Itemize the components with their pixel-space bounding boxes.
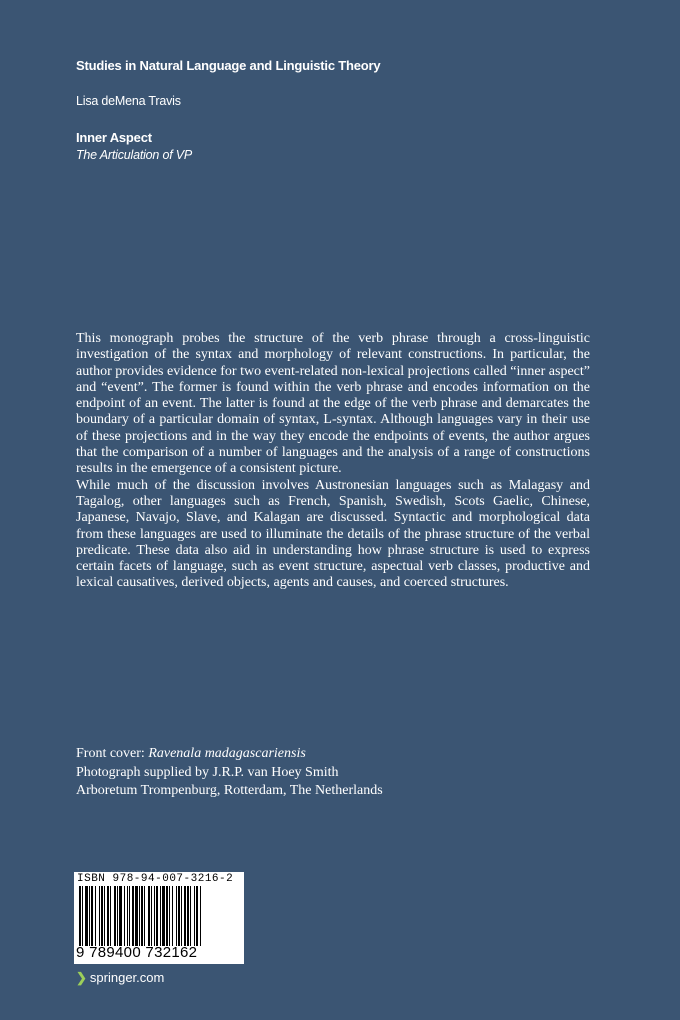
barcode-digits: 9 789400 732162 [76, 944, 198, 961]
series-title: Studies in Natural Language and Linguistic Theory [76, 58, 381, 73]
barcode-bar [156, 886, 158, 946]
barcode-bar [139, 886, 140, 946]
barcode-bar [107, 886, 109, 946]
book-description [76, 331, 590, 592]
barcode-bar [144, 886, 145, 946]
description-paragraph-2: While much of the discussion involves Austronesian languages such as Malagasy and Tagalog, other languages such as French, Spanish, Swedish, Scots Gaelic, Chinese, Japanese, Navajo, Slave, and Kalagan are discussed. Syntactic and morphological data from these languages are used to illuminate the details of the phrase structure of the verbal predicate. These data also aid in understanding how phrase structure is used to express certain facets of language, such as event structure, aspectual verb classes, productive and lexical causatives, derived objects, agents and causes, and coerced structures. [76, 477, 590, 591]
publisher-url: springer.com [89, 970, 165, 985]
isbn-label: ISBN 978-94-007-3216-2 [77, 873, 234, 885]
barcode-bar [169, 886, 170, 946]
barcode-bar [91, 886, 93, 946]
barcode-bar [79, 886, 81, 946]
barcode-bar [151, 886, 152, 946]
barcode-bar [117, 886, 118, 946]
barcode-bar [176, 886, 177, 946]
barcode-bar [135, 886, 138, 946]
barcode-bar [172, 886, 173, 946]
barcode-bar [178, 886, 180, 946]
chevron-right-icon: ❯ [76, 970, 87, 985]
barcode-bar [82, 886, 83, 946]
front-cover-plant: Ravenala madagascariensis [148, 746, 306, 761]
barcode-bars [78, 886, 238, 946]
photo-credit: Photograph supplied by J.R.P. van Hoey Smith [76, 764, 339, 780]
publisher-link[interactable] [76, 970, 164, 986]
barcode-bar [160, 886, 161, 946]
barcode-bar [89, 886, 90, 946]
barcode-bar [194, 886, 195, 946]
barcode-bar [190, 886, 191, 946]
barcode-bar [101, 886, 103, 946]
barcode-bar [95, 886, 96, 946]
front-cover-label: Front cover: [76, 746, 149, 761]
isbn-barcode [74, 872, 244, 964]
barcode-bar [104, 886, 105, 946]
barcode-bar [162, 886, 165, 946]
book-subtitle: The Articulation of VP [76, 148, 193, 162]
barcode-bar [119, 886, 122, 946]
barcode-bar [132, 886, 134, 946]
author-name: Lisa deMena Travis [76, 94, 181, 108]
front-cover-line [76, 745, 383, 764]
barcode-bar [184, 886, 186, 946]
barcode-bar [181, 886, 182, 946]
barcode-bar [196, 886, 198, 946]
book-title: Inner Aspect [76, 130, 152, 145]
barcode-bar [99, 886, 100, 946]
barcode-bar [141, 886, 143, 946]
barcode-bar [124, 886, 125, 946]
barcode-bar [148, 886, 150, 946]
photo-location: Arboretum Trompenburg, Rotterdam, The Netherlands [76, 783, 383, 798]
barcode-bar [200, 886, 201, 946]
barcode-bar [154, 886, 155, 946]
barcode-bar [114, 886, 116, 946]
barcode-bar [166, 886, 168, 946]
description-paragraph-1: This monograph probes the structure of the verb phrase through a cross-linguistic investigation of the syntax and morphology of relevant constructions. In particular, the author provides evidence for two event-related non-lexical projections called “inner aspect” and “event”. The former is found within the verb phrase and encodes information on the endpoint of an event. The latter is found at the edge of the verb phrase and demarcates the boundary of a particular domain of syntax, L-syntax. Although languages vary in their use of these projections and in the way they encode the endpoints of events, the author argues that the comparison of a number of languages and the analysis of a range of constructions results in the emergence of a consistent picture. [76, 331, 590, 477]
barcode-bar [85, 886, 88, 946]
cover-credits [76, 745, 383, 801]
barcode-bar [127, 886, 128, 946]
barcode-bar [110, 886, 111, 946]
barcode-bar [187, 886, 189, 946]
barcode-bar [129, 886, 130, 946]
